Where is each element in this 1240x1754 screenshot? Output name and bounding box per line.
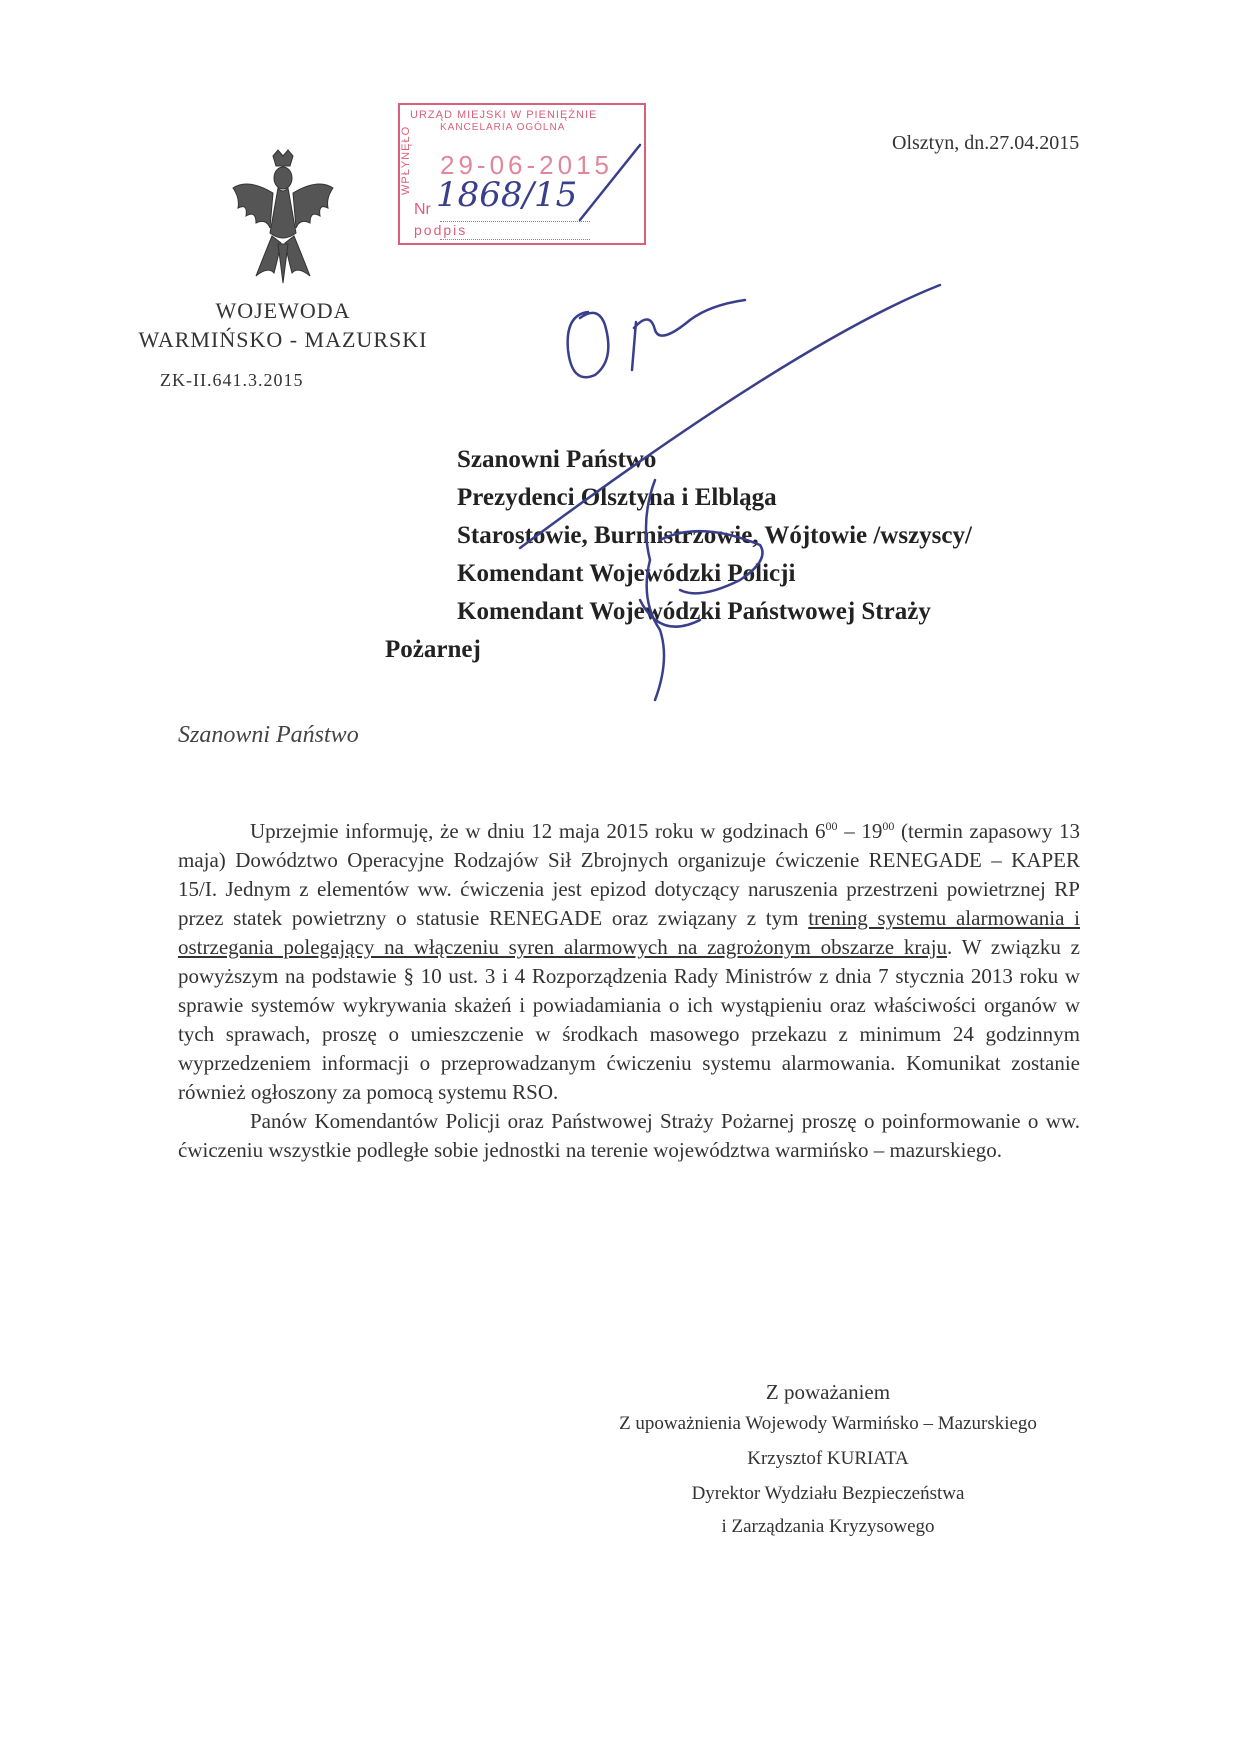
letter-body [178,812,1080,1165]
handwritten-signature-scribble [640,480,763,700]
body-text: – 19 [837,819,883,843]
body-paragraph-2: Panów Komendantów Policji oraz Państwowej Straży Pożarnej proszę o poinformowanie o ww. ćwiczeniu wszystkie podległe sobie jednostki na terenie województwa warmińsko – mazurskiego. [178,1109,1080,1162]
stamp-podpis-line [440,239,590,240]
stamp-podpis-label: podpis [414,222,468,238]
office-name-line1: WOJEWODA [215,298,351,323]
signatory-title-line2: i Zarządzania Kryzysowego [721,1516,935,1537]
signatory-title-line1: Dyrektor Wydziału Bezpieczeństwa [691,1483,965,1504]
salutation: Szanowni Państwo [178,722,359,748]
body-text: Uprzejmie informuję, że w dniu 12 maja 2015 roku w godzinach 6 [250,819,826,843]
authorization: Z upoważnienia Wojewody Warmińsko – Mazurskiego [619,1413,1037,1434]
underlined-text: trening systemu alarmowania i ostrzegania polegający na włączeniu syren alarmowych na zagrożonym obszarze kraju [178,906,1080,959]
incoming-stamp [398,103,646,245]
superscript: 00 [825,819,838,833]
eagle-emblem-icon [228,148,338,288]
recipient-line1: Szanowni Państwo [457,446,657,473]
recipient-line2: Prezydenci Olsztyna i Elbląga [457,484,777,511]
body-text: (termin zapasowy 13 maja) Dowództwo Operacyjne Rodzajów Sił Zbrojnych organizuje ćwiczenie RENEGADE – KAPER 15/I. Jednym z elementów ww. ćwiczenia jest epizod dotyczący naruszenia przestrzeni powietrznej RP przez statek powietrzny o statusie RENEGADE oraz związany z tym [178,819,1081,930]
body-paragraph-1 [178,812,1080,1107]
stamp-office-line1: URZĄD MIEJSKI W PIENIĘŻNIE [410,109,598,121]
recipient-line3: Starostowie, Burmistrzowie, Wójtowie /wszyscy/ [457,522,972,549]
handwritten-o [568,312,609,377]
stamp-office-line2: KANCELARIA OGÓLNA [440,122,566,133]
recipient-line5: Komendant Wojewódzki Państwowej Straży [457,598,931,625]
stamp-received-label: WPŁYNĘŁO [400,125,412,195]
stamp-handwritten-number: 1868/15 [436,175,578,215]
place-date: Olsztyn, dn.27.04.2015 [892,132,1080,154]
stamp-nr-label: Nr [414,201,431,218]
closing: Z poważaniem [765,1380,891,1404]
handwritten-r [632,300,745,370]
office-name-line2: WARMIŃSKO - MAZURSKI [138,327,428,352]
signatory-name: Krzysztof KURIATA [747,1448,909,1469]
reference-number: ZK-II.641.3.2015 [160,370,304,390]
recipient-line6: Pożarnej [385,636,481,663]
stamp-date: 29-06-2015 [440,150,613,180]
body-text: . W związku z powyższym na podstawie § 10 ust. 3 i 4 Rozporządzenia Rady Ministrów z dnia 7 stycznia 2013 roku w sprawie systemów wykrywania skażeń i powiadamiania o ich wystąpieniu oraz właściwości organów w tych sprawach, proszę o umieszczenie w środkach masowego przekazu z minimum 24 godzinnym wyprzedzeniem informacji o przeprowadzanym ćwiczeniu systemu alarmowania. Komunikat zostanie również ogłoszony za pomocą systemu RSO. [178,935,1080,1104]
recipient-line4: Komendant Wojewódzki Policji [457,560,796,587]
superscript: 00 [882,819,895,833]
